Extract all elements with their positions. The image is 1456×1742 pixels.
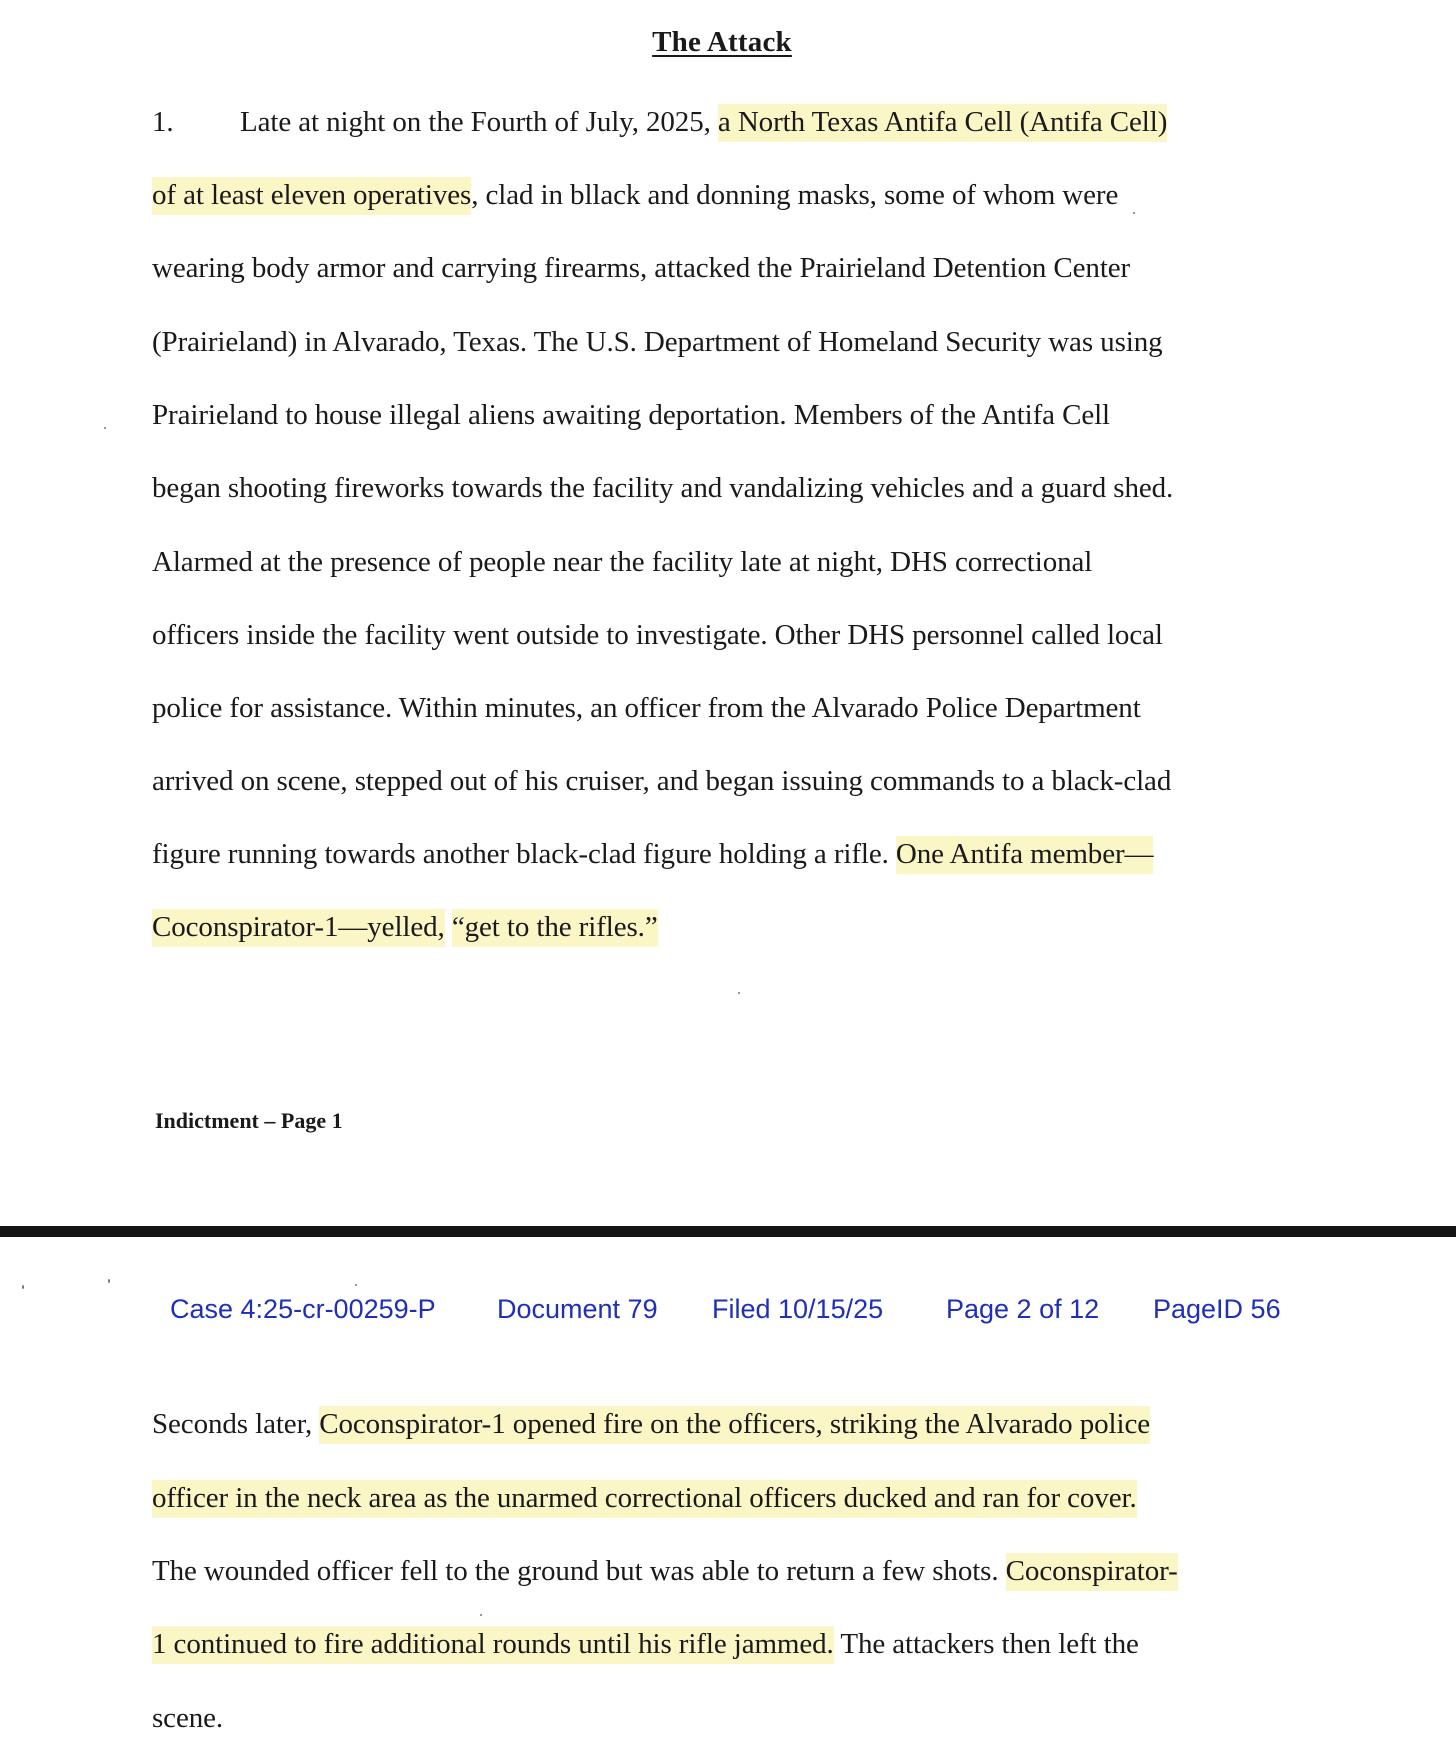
- scan-speck: [104, 427, 106, 429]
- body-line: [152, 177, 1118, 213]
- body-line: [152, 250, 1130, 286]
- line-text: police for assistance. Within minutes, an officer from the Alvarado Police Department: [152, 692, 1141, 724]
- body-line: [152, 836, 1153, 872]
- highlighted-text: of at least eleven operatives: [152, 177, 471, 215]
- body-line: [152, 1700, 223, 1736]
- body-line: [152, 690, 1141, 726]
- case-number: Case 4:25-cr-00259-P: [170, 1294, 436, 1324]
- line-text: The wounded officer fell to the ground but was able to return a few shots.: [152, 1555, 1006, 1587]
- line-text: wearing body armor and carrying firearms, attacked the Prairieland Detention Center: [152, 252, 1131, 284]
- body-line: [152, 1406, 1150, 1442]
- highlighted-text: One Antifa member—: [896, 836, 1154, 874]
- highlighted-text: officer in the neck area as the unarmed correctional officers ducked and ran for cover.: [152, 1480, 1137, 1518]
- page-divider: [0, 1226, 1456, 1237]
- body-line: [152, 1480, 1137, 1516]
- line-text: [445, 911, 452, 943]
- page-id: PageID 56: [1153, 1294, 1281, 1324]
- highlighted-text: Coconspirator-1 opened fire on the officers, striking the Alvarado police: [319, 1406, 1150, 1444]
- page-count: Page 2 of 12: [946, 1294, 1100, 1324]
- scan-speck: [355, 1284, 357, 1286]
- body-line: [152, 544, 1092, 580]
- line-text: scene.: [152, 1702, 224, 1734]
- scan-speck: [738, 992, 740, 994]
- line-text: , clad in bllack and donning masks, some of whom were: [471, 179, 1119, 211]
- page-footer: Indictment – Page 1: [155, 1108, 343, 1133]
- highlighted-text: “get to the rifles.”: [452, 909, 658, 947]
- scan-speck: [480, 1614, 482, 1616]
- line-text: Seconds later,: [152, 1408, 320, 1440]
- body-line: [152, 1553, 1178, 1589]
- line-text: figure running towards another black-clad figure holding a rifle.: [152, 838, 896, 870]
- line-text: officers inside the facility went outside to investigate. Other DHS personnel called local: [152, 619, 1163, 651]
- highlighted-text: 1 continued to fire additional rounds until his rifle jammed.: [152, 1626, 834, 1664]
- filed-date: Filed 10/15/25: [712, 1294, 884, 1324]
- body-line: [152, 397, 1110, 433]
- scan-speck: [1133, 212, 1135, 214]
- scan-speck: [22, 1285, 24, 1289]
- line-text: The attackers then left the: [833, 1628, 1139, 1660]
- section-title: The Attack: [652, 26, 792, 58]
- line-text: Prairieland to house illegal aliens awaiting deportation. Members of the Antifa Cell: [152, 399, 1111, 431]
- body-line: [152, 1626, 1139, 1662]
- highlighted-text: a North Texas Antifa Cell (Antifa Cell): [718, 104, 1167, 142]
- body-line: [152, 324, 1163, 360]
- line-text: Late at night on the Fourth of July, 2025,: [240, 106, 718, 138]
- body-line: [152, 617, 1163, 653]
- document-number: Document 79: [497, 1294, 658, 1324]
- body-line: [152, 104, 1167, 140]
- highlighted-text: Coconspirator-1—yelled,: [152, 909, 445, 947]
- body-line: [152, 909, 658, 945]
- body-line: [152, 470, 1173, 506]
- highlighted-text: Coconspirator-: [1006, 1553, 1178, 1591]
- line-text: Alarmed at the presence of people near the facility late at night, DHS correctional: [152, 546, 1093, 578]
- line-text: arrived on scene, stepped out of his cruiser, and began issuing commands to a black-clad: [152, 765, 1172, 797]
- body-line: [152, 763, 1171, 799]
- paragraph-number: 1.: [152, 106, 174, 138]
- line-text: (Prairieland) in Alvarado, Texas. The U.S. Department of Homeland Security was using: [152, 326, 1163, 358]
- scan-speck: [108, 1279, 110, 1283]
- line-text: began shooting fireworks towards the facility and vandalizing vehicles and a guard shed.: [152, 472, 1174, 504]
